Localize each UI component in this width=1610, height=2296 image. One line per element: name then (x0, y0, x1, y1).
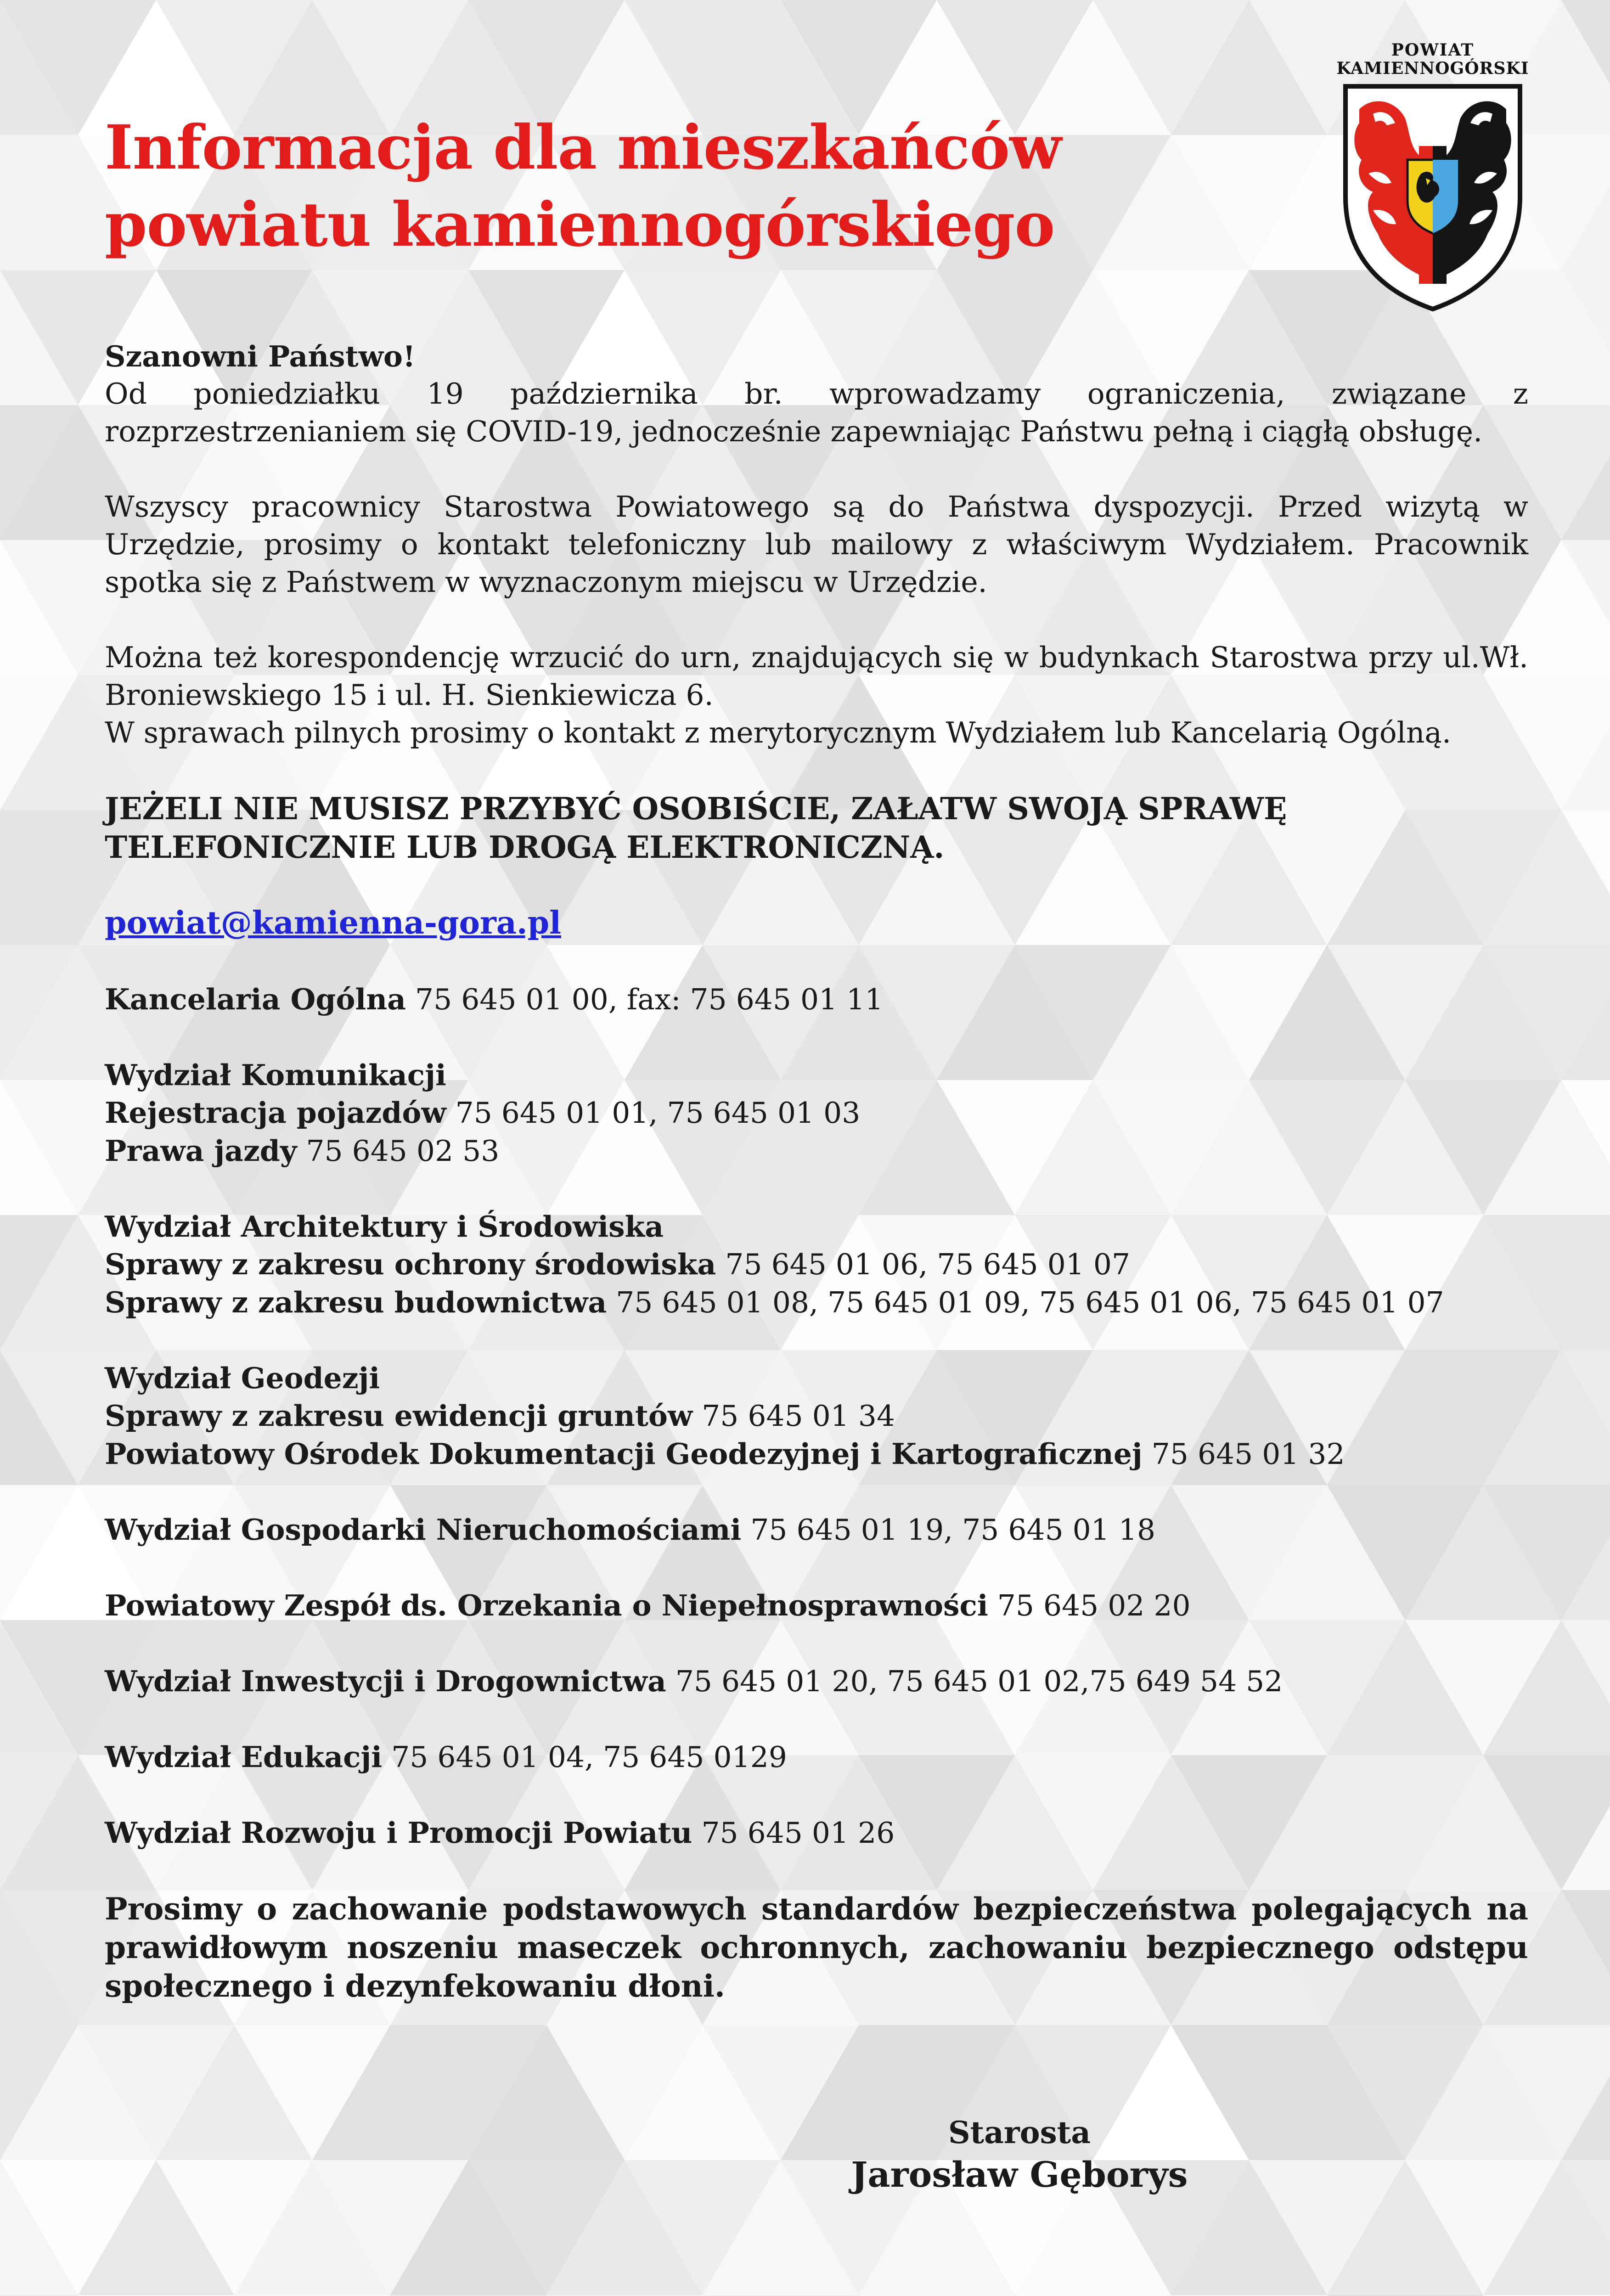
contact-row (105, 1283, 1528, 1322)
contact-row (105, 1132, 1528, 1170)
notice-heading: JEŻELI NIE MUSISZ PRZYBYĆ OSOBIŚCIE, ZAŁATW SWOJĄ SPRAWĘ TELEFONICZNIE LUB DROGĄ ELEKTRONICZNĄ. (105, 791, 1287, 865)
contact-phones: 75 645 01 34 (702, 1399, 895, 1433)
contact-kancelaria (105, 980, 1528, 1019)
contact-phones: 75 645 01 19, 75 645 01 18 (750, 1513, 1156, 1547)
department-heading-komunikacja: Wydział Komunikacji (105, 1058, 446, 1092)
title-line-1: Informacja dla mieszkańców (105, 112, 1061, 183)
contact-rozwoj (105, 1814, 1528, 1852)
contact-row (105, 1435, 1528, 1473)
contact-row (105, 1245, 1528, 1283)
contact-label: Sprawy z zakresu ochrony środowiska (105, 1247, 716, 1281)
contact-orzekanie (105, 1587, 1528, 1625)
department-heading-architektura: Wydział Architektury i Środowiska (105, 1210, 664, 1244)
contact-phones: 75 645 01 00, fax: 75 645 01 11 (415, 983, 884, 1016)
email-link[interactable]: powiat@kamienna-gora.pl (105, 905, 561, 941)
intro-paragraph: Od poniedziałku 19 października br. wprowadzamy ograniczenia, związane z rozprzestrzenianiem się COVID-19, jednocześnie zapewniając Państwu pełną i ciągłą obsługę. (105, 377, 1528, 448)
signature-block (790, 2112, 1249, 2197)
contact-inwestycje (105, 1662, 1528, 1700)
greeting: Szanowni Państwo! (105, 339, 416, 373)
contact-label: Powiatowy Zespół ds. Orzekania o Niepełnosprawności (105, 1588, 988, 1622)
closing-paragraph: Prosimy o zachowanie podstawowych standardów bezpieczeństwa polegających na prawidłowym noszeniu maseczek ochronnych, zachowaniu bezpiecznego odstępu społecznego i dezynfekowaniu dłoni. (105, 1891, 1528, 2004)
contact-row (105, 1094, 1528, 1132)
signature-name: Jarosław Gęborys (851, 2154, 1188, 2195)
coat-of-arms-icon (1341, 82, 1525, 311)
contact-label: Wydział Rozwoju i Promocji Powiatu (105, 1816, 692, 1850)
contact-phones: 75 645 01 20, 75 645 01 02,75 649 54 52 (675, 1665, 1283, 1698)
contact-label: Wydział Edukacji (105, 1740, 383, 1774)
page-title (105, 109, 1253, 264)
contact-label: Rejestracja pojazdów (105, 1096, 446, 1130)
department-heading-geodezja: Wydział Geodezji (105, 1361, 380, 1395)
contact-edukacja (105, 1738, 1528, 1776)
staff-paragraph: Wszyscy pracownicy Starostwa Powiatowego są do Państwa dyspozycji. Przed wizytą w Urzędzie, prosimy o kontakt telefoniczny lub mailowy z właściwym Wydziałem. Pracownik spotka się z Państwem w wyznaczonym miejscu w Urzędzie. (105, 490, 1528, 599)
contact-phones: 75 645 02 53 (306, 1134, 500, 1168)
contact-label: Wydział Gospodarki Nieruchomościami (105, 1513, 742, 1547)
contact-phones: 75 645 01 06, 75 645 01 07 (725, 1248, 1131, 1281)
contact-label: Powiatowy Ośrodek Dokumentacji Geodezyjnej i Kartograficznej (105, 1437, 1143, 1471)
crest-label-line-1: POWIAT (1391, 40, 1475, 60)
contact-label: Prawa jazdy (105, 1134, 297, 1168)
contact-phones: 75 645 01 01, 75 645 01 03 (455, 1096, 861, 1130)
correspondence-paragraph: Można też korespondencję wrzucić do urn, znajdujących się w budynkach Starostwa przy ul.Wł. Broniewskiego 15 i ul. H. Sienkiewicza 6. (105, 641, 1528, 712)
contact-phones: 75 645 01 32 (1151, 1437, 1345, 1471)
contact-phones: 75 645 01 08, 75 645 01 09, 75 645 01 06, 75 645 01 07 (616, 1286, 1444, 1319)
contact-label: Sprawy z zakresu budownictwa (105, 1285, 607, 1319)
signature-role: Starosta (948, 2115, 1091, 2150)
contact-label: Sprawy z zakresu ewidencji gruntów (105, 1399, 693, 1433)
contact-label: Kancelaria Ogólna (105, 982, 406, 1016)
contact-phones: 75 645 02 20 (997, 1589, 1191, 1622)
contact-phones: 75 645 01 26 (701, 1816, 895, 1850)
contact-nieruchomosci (105, 1511, 1528, 1549)
crest-label-line-2: KAMIENNOGÓRSKI (1336, 59, 1529, 78)
contact-label: Wydział Inwestycji i Drogownictwa (105, 1664, 666, 1698)
contact-row (105, 1397, 1528, 1435)
title-line-2: powiatu kamiennogórskiego (105, 189, 1055, 260)
county-crest-logo (1332, 40, 1534, 316)
letter-body (105, 338, 1528, 2005)
urgent-paragraph: W sprawach pilnych prosimy o kontakt z merytorycznym Wydziałem lub Kancelarią Ogólną. (105, 716, 1451, 749)
contact-phones: 75 645 01 04, 75 645 0129 (391, 1740, 787, 1774)
